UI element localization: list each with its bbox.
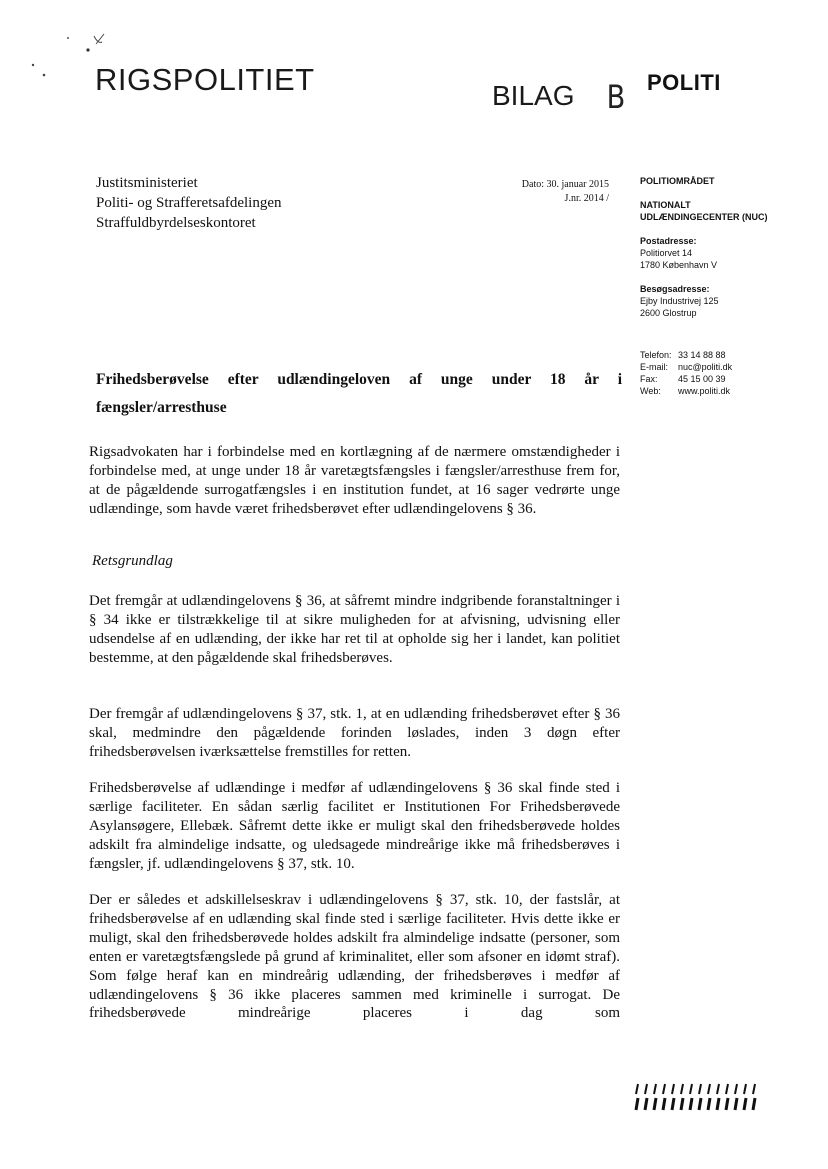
subject-line: fængsler/arresthuse	[96, 399, 227, 416]
contact-key: Telefon:	[640, 350, 672, 360]
postal-line: 1780 København V	[640, 260, 718, 270]
barcode-stroke	[681, 1098, 683, 1110]
section-heading: Retsgrundlag	[92, 553, 173, 569]
barcode-stroke	[744, 1084, 746, 1094]
scan-speck	[30, 62, 50, 82]
barcode	[633, 1082, 763, 1112]
barcode-stroke	[717, 1098, 719, 1110]
contact-email	[640, 361, 820, 373]
barcode-stroke	[681, 1084, 683, 1094]
unit-line: UDLÆNDINGECENTER (NUC)	[640, 212, 768, 222]
barcode-stroke	[717, 1084, 719, 1094]
barcode-stroke	[735, 1084, 737, 1094]
sender-address	[96, 173, 282, 233]
visit-label: Besøgsadresse:	[640, 284, 710, 294]
barcode-stroke	[663, 1084, 665, 1094]
date: Dato: 30. januar 2015	[521, 179, 609, 190]
sender-line: Politi- og Strafferetsafdelingen	[96, 195, 282, 211]
sidebar-contact	[640, 175, 820, 397]
contact-phone	[640, 349, 820, 361]
bilag-label: BILAG	[492, 80, 575, 111]
barcode-stroke	[645, 1084, 647, 1094]
handwritten-mark	[58, 30, 108, 60]
contact-key: Web:	[640, 386, 661, 396]
journal-number: J.nr. 2014 /	[564, 193, 609, 204]
politi-logo: POLITI	[647, 70, 721, 95]
barcode-stroke	[672, 1098, 674, 1110]
barcode-stroke	[726, 1084, 728, 1094]
barcode-stroke	[690, 1084, 692, 1094]
visit-line: Ejby Industrivej 125	[640, 296, 719, 306]
barcode-stroke	[708, 1098, 710, 1110]
barcode-stroke	[654, 1084, 656, 1094]
subject-heading	[96, 366, 622, 422]
contact-web	[640, 385, 820, 397]
paragraph: Der er således et adskillelseskrav i udlændingelovens § 37, stk. 10, der fastslår, at frihedsberøvelse af en udlænding skal finde sted i særlige faciliteter. Hvis dette ikke er muligt, skal den frihedsberøvede holdes adskilt fra almindelige indsatte (personer, som enten er varetægtsfængslede på grund af kriminalitet, eller som afsoner en idømt straf). Som følge heraf kan en mindreårig udlænding, der frihedsberøves i medfør af udlændingelovens § 36 ikke placeres sammen med kriminelle i surrogat. De frihedsberøvede mindreårige placeres i dag som	[89, 892, 620, 1022]
barcode-stroke	[753, 1084, 755, 1094]
bilag-letter: B	[606, 78, 626, 116]
contact-value: 33 14 88 88	[678, 350, 726, 360]
barcode-stroke	[753, 1098, 755, 1110]
contact-value: www.politi.dk	[678, 386, 731, 396]
paragraph: Frihedsberøvelse af udlændinge i medfør af udlændingelovens § 36 skal finde sted i særlige faciliteter. En sådan særlig facilitet er Institutionen For Frihedsberøvede Asylansøgere, Ellebæk. Såfremt dette ikke er muligt skal den frihedsberøvede holdes adskilt fra almindelige indsatte, og uledsagede mindreårige ikke må frihedsberøves i fængsler, jf. udlændingelovens § 37, stk. 10.	[89, 780, 620, 872]
paragraph: Der fremgår af udlændingelovens § 37, stk. 1, at en udlænding frihedsberøvet efter § 36 skal, medmindre den pågældende forinden løslades, inden 3 døgn efter frihedsberøvelsen iværksættelse fremstilles for retten.	[89, 706, 620, 760]
paragraph: Det fremgår at udlændingelovens § 36, at såfremt mindre indgribende foranstaltninger i § 34 ikke er tilstrækkelige til at sikre muligheden for at afvisning, udvisning eller udsendelse af en udlænding, der ikke har ret til at opholde sig her i landet, kan politiet bestemme, at den pågældende skal frihedsberøves.	[89, 593, 620, 666]
postal-label: Postadresse:	[640, 236, 697, 246]
contact-value: nuc@politi.dk	[678, 362, 733, 372]
subject-line: Frihedsberøvelse efter udlændingeloven af unge under 18 år i	[96, 371, 622, 388]
barcode-stroke	[663, 1098, 665, 1110]
postal-line: Politiorvet 14	[640, 248, 693, 258]
paragraph: Rigsadvokaten har i forbindelse med en kortlægning af de nærmere omstændigheder i forbindelse med, at unge under 18 år varetægtsfængsles i fængsler/arresthuse frem for, at de pågældende surrogatfængsles i en institution fundet, at 16 sager vedrørte unge udlændinge, som havde været frihedsberøvet efter udlændingelovens § 36.	[89, 444, 620, 517]
sender-line: Straffuldbyrdelseskontoret	[96, 215, 256, 231]
contact-key: E-mail:	[640, 362, 669, 372]
barcode-stroke	[636, 1084, 638, 1094]
visit-line: 2600 Glostrup	[640, 308, 697, 318]
barcode-stroke	[654, 1098, 656, 1110]
barcode-stroke	[708, 1084, 710, 1094]
barcode-stroke	[735, 1098, 737, 1110]
contact-key: Fax:	[640, 374, 658, 384]
barcode-stroke	[645, 1098, 647, 1110]
barcode-stroke	[726, 1098, 728, 1110]
date-block	[505, 178, 609, 206]
barcode-stroke	[672, 1084, 674, 1094]
contact-fax	[640, 373, 820, 385]
barcode-stroke	[690, 1098, 692, 1110]
barcode-stroke	[699, 1098, 701, 1110]
district-label: POLITIOMRÅDET	[640, 176, 715, 186]
barcode-stroke	[636, 1098, 638, 1110]
barcode-stroke	[744, 1098, 746, 1110]
unit-line: NATIONALT	[640, 200, 691, 210]
sender-line: Justitsministeriet	[96, 175, 198, 191]
contact-value: 45 15 00 39	[678, 374, 726, 384]
org-title: RIGSPOLITIET	[95, 62, 315, 97]
barcode-stroke	[699, 1084, 701, 1094]
